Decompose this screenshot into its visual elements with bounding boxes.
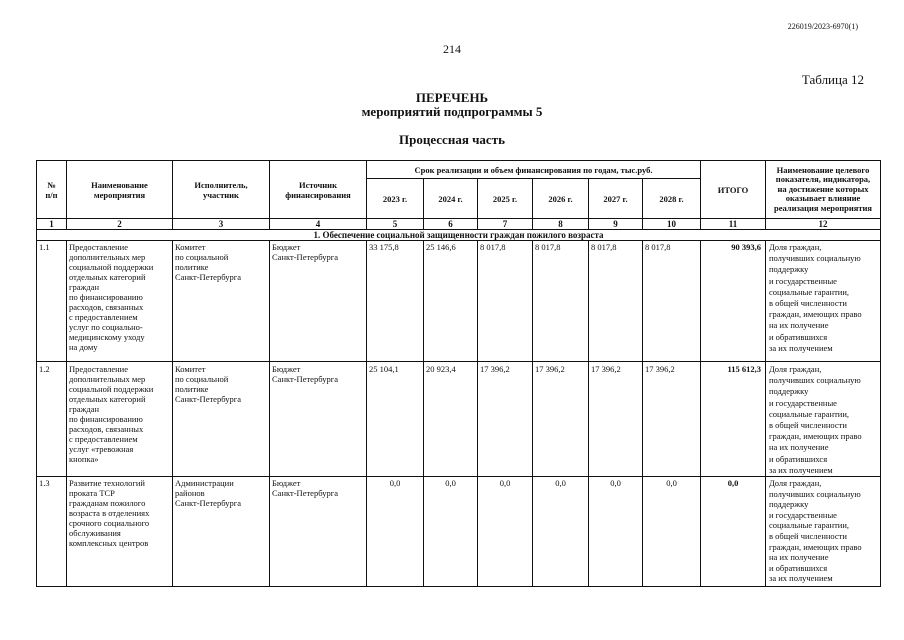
row-no: 1.2 xyxy=(39,364,50,374)
row-year-2025: 17 396,2 xyxy=(480,364,510,374)
row-year-2023: 0,0 xyxy=(389,478,401,488)
col-divider xyxy=(423,240,424,587)
header-year-2026: 2026 г. xyxy=(548,193,573,204)
row-year-2026: 0,0 xyxy=(555,478,566,488)
row-year-2025: 0,0 xyxy=(499,478,511,488)
row-indicator: Доля граждан, получивших социальную поддержку и государственные социальные гарантии, в общей численности граждан, имеющих право на их получение и обратившихся за их получением xyxy=(769,478,862,584)
row-indicator: Доля граждан, получивших социальную поддержку и государственные социальные гарантии, в общей численности граждан, имеющих право на их получение и обратившихся за их получением xyxy=(769,242,862,353)
column-number: 7 xyxy=(502,219,508,229)
row-year-2023: 33 175,8 xyxy=(369,242,399,252)
header-executor: Исполнитель, участник xyxy=(194,179,248,200)
header-year-2023: 2023 г. xyxy=(382,193,408,204)
column-number: 3 xyxy=(218,219,224,229)
column-number: 11 xyxy=(728,219,738,229)
section-bottom-line xyxy=(36,240,881,241)
page-number: 214 xyxy=(443,42,461,56)
header-period-group: Срок реализации и объем финансирования по годам, тыс.руб. xyxy=(414,164,653,175)
row-divider-1 xyxy=(36,361,881,362)
row-total: 90 393,6 xyxy=(731,242,761,252)
row-no: 1.3 xyxy=(39,478,50,488)
row-no: 1.1 xyxy=(39,242,50,252)
activities-table xyxy=(36,160,881,587)
row-source: Бюджет Санкт-Петербурга xyxy=(272,478,338,498)
col-divider xyxy=(642,240,643,587)
header-year-2027: 2027 г. xyxy=(603,193,628,204)
table-border-right xyxy=(880,160,881,587)
row-year-2024: 25 146,6 xyxy=(426,242,456,252)
column-number: 9 xyxy=(613,219,618,229)
col-divider xyxy=(269,240,270,587)
col-divider xyxy=(532,240,533,587)
header-year-2024: 2024 г. xyxy=(438,193,463,204)
document-id: 226019/2023-6970(1) xyxy=(787,22,858,31)
header-source: Источник финансирования xyxy=(285,179,351,200)
row-year-2028: 0,0 xyxy=(666,478,677,488)
row-year-2028: 8 017,8 xyxy=(645,242,671,252)
column-number: 10 xyxy=(667,219,676,229)
page-title-sub: мероприятий подпрограммы 5 xyxy=(361,104,543,119)
row-executor: Комитет по социальной политике Санкт-Петербурга xyxy=(175,242,241,282)
col-divider xyxy=(477,240,478,587)
header-year-2025: 2025 г. xyxy=(492,193,518,204)
column-number: 2 xyxy=(117,219,122,229)
row-year-2025: 8 017,8 xyxy=(480,242,506,252)
row-year-2024: 20 923,4 xyxy=(426,364,456,374)
header-indicator: Наименование целевого показателя, индикатора, на достижение которых оказывает влияние реализация мероприятия xyxy=(773,164,872,213)
header-total: ИТОГО xyxy=(717,184,749,195)
row-source: Бюджет Санкт-Петербурга xyxy=(272,242,338,262)
row-year-2028: 17 396,2 xyxy=(645,364,675,374)
page-title: ПЕРЕЧЕНЬ xyxy=(415,90,489,105)
section-title: 1. Обеспечение социальной защищенности граждан пожилого возраста xyxy=(313,230,604,240)
row-year-2027: 0,0 xyxy=(610,478,621,488)
row-name: Предоставление дополнительных мер социальной поддержки отдельных категорий граждан по финансированию расходов, связанных с предоставлением услуг по социально- медицинскому уходу на дому xyxy=(69,242,154,352)
row-divider-2 xyxy=(36,476,881,477)
header-no: № п/п xyxy=(45,179,58,200)
row-year-2026: 8 017,8 xyxy=(535,242,561,252)
column-number: 6 xyxy=(448,219,453,229)
column-number: 8 xyxy=(558,219,563,229)
column-number: 12 xyxy=(818,219,828,229)
table-label: Таблица 12 xyxy=(801,72,864,87)
row-indicator: Доля граждан, получивших социальную поддержку и государственные социальные гарантии, в общей численности граждан, имеющих право на их получение и обратившихся за их получением xyxy=(769,364,862,475)
header-year-2028: 2028 г. xyxy=(659,193,684,204)
row-total: 0,0 xyxy=(727,478,739,488)
col-divider xyxy=(765,240,766,587)
col-divider xyxy=(588,240,589,587)
col-divider xyxy=(700,240,701,587)
row-total: 115 612,3 xyxy=(727,364,761,374)
row-source: Бюджет Санкт-Петербурга xyxy=(272,364,338,384)
row-year-2023: 25 104,1 xyxy=(369,364,399,374)
row-name: Развитие технологий проката ТСР гражданам пожилого возраста в отделениях срочного социального обслуживания комплексных центров xyxy=(69,478,150,548)
col-divider xyxy=(66,240,67,587)
table-border-bottom xyxy=(36,586,881,587)
row-executor: Комитет по социальной политике Санкт-Петербурга xyxy=(175,364,241,404)
column-number: 1 xyxy=(49,219,54,229)
section-subtitle: Процессная часть xyxy=(399,132,505,147)
row-name: Предоставление дополнительных мер социальной поддержки отдельных категорий граждан по финансированию расходов, связанных с предоставлением услуг «тревожная кнопка» xyxy=(69,364,154,464)
column-number: 4 xyxy=(315,219,321,229)
row-year-2027: 8 017,8 xyxy=(591,242,617,252)
col-divider xyxy=(366,240,367,587)
row-year-2027: 17 396,2 xyxy=(591,364,621,374)
row-year-2026: 17 396,2 xyxy=(535,364,565,374)
row-executor: Администрации районов Санкт-Петербурга xyxy=(175,478,241,508)
column-number: 5 xyxy=(392,219,398,229)
row-year-2024: 0,0 xyxy=(445,478,456,488)
header-name: Наименование мероприятия xyxy=(91,179,148,200)
